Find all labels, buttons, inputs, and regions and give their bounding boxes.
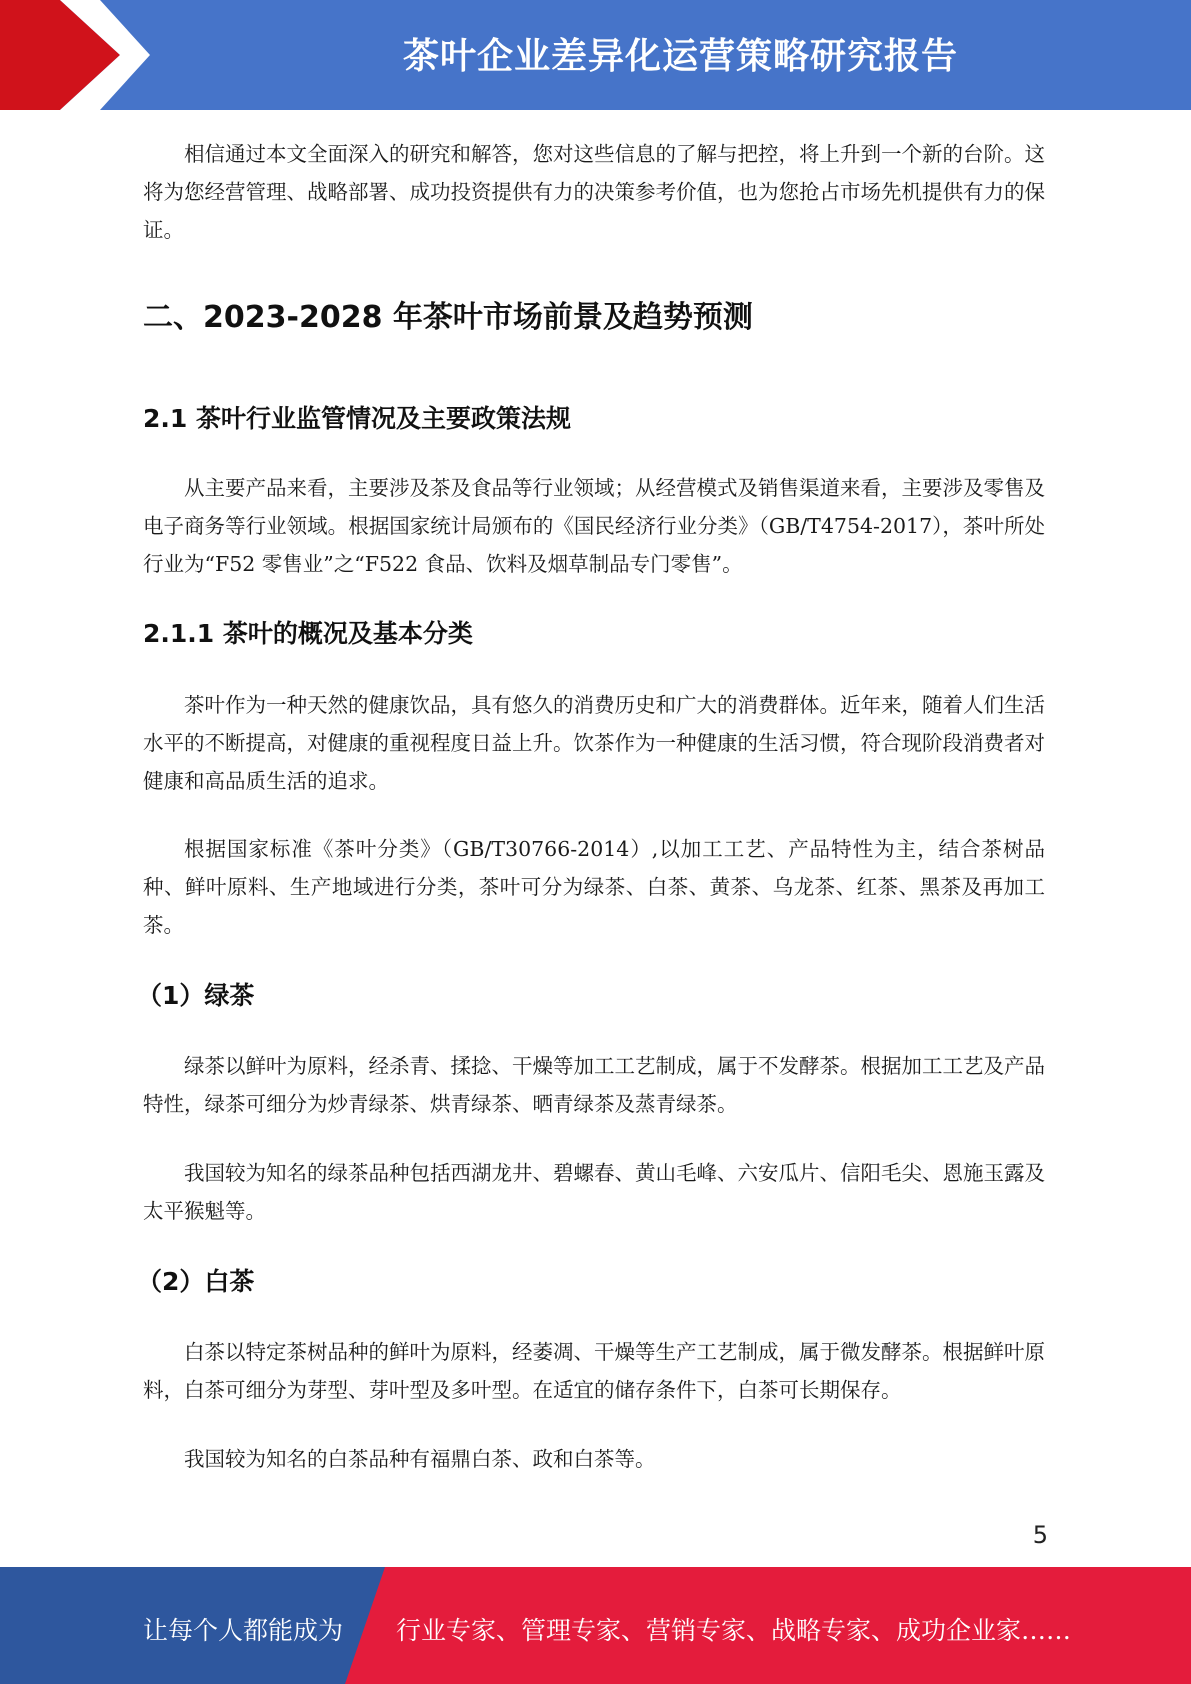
green-tea-paragraph-2: 我国较为知名的绿茶品种包括西湖龙井、碧螺春、黄山毛峰、六安瓜片、信阳毛尖、恩施玉露及太平猴魁等。 bbox=[143, 1161, 1045, 1223]
white-tea-heading: （2）白茶 bbox=[137, 1267, 255, 1296]
footer-slogan-right: 行业专家、管理专家、营销专家、战略专家、成功企业家…… bbox=[396, 1616, 1072, 1645]
section-title: 二、2023-2028 年茶叶市场前景及趋势预测 bbox=[143, 300, 753, 335]
subsubsection-title: 2.1.1 茶叶的概况及基本分类 bbox=[143, 619, 473, 648]
page-number: 5 bbox=[1032, 1521, 1048, 1549]
page-header bbox=[0, 0, 1191, 110]
header-title: 茶叶企业差异化运营策略研究报告 bbox=[402, 36, 958, 77]
classification-paragraph: 根据国家标准《茶叶分类》（GB/T30766-2014）,以加工工艺、产品特性为主，结合茶树品种、鲜叶原料、生产地域进行分类，茶叶可分为绿茶、白茶、黄茶、乌龙茶、红茶、黑茶及再加工茶。 bbox=[143, 837, 1045, 937]
subsection-title: 2.1 茶叶行业监管情况及主要政策法规 bbox=[143, 404, 571, 433]
intro-paragraph: 相信通过本文全面深入的研究和解答，您对这些信息的了解与把控，将上升到一个新的台阶。这将为您经营管理、战略部署、成功投资提供有力的决策参考价值，也为您抢占市场先机提供有力的保证。 bbox=[143, 142, 1045, 242]
overview-paragraph: 茶叶作为一种天然的健康饮品，具有悠久的消费历史和广大的消费群体。近年来，随着人们生活水平的不断提高，对健康的重视程度日益上升。饮茶作为一种健康的生活习惯，符合现阶段消费者对健康和高品质生活的追求。 bbox=[143, 693, 1045, 793]
green-tea-paragraph-1: 绿茶以鲜叶为原料，经杀青、揉捻、干燥等加工工艺制成，属于不发酵茶。根据加工工艺及产品特性，绿茶可细分为炒青绿茶、烘青绿茶、晒青绿茶及蒸青绿茶。 bbox=[143, 1054, 1045, 1116]
green-tea-heading: （1）绿茶 bbox=[137, 981, 255, 1010]
white-tea-paragraph-2: 我国较为知名的白茶品种有福鼎白茶、政和白茶等。 bbox=[184, 1447, 656, 1471]
subsection-paragraph: 从主要产品来看，主要涉及茶及食品等行业领域；从经营模式及销售渠道来看，主要涉及零售及电子商务等行业领域。根据国家统计局颁布的《国民经济行业分类》（GB/T4754-2017），茶叶所处行业为“F52 零售业”之“F522 食品、饮料及烟草制品专门零售”。 bbox=[143, 476, 1045, 576]
white-tea-paragraph-1: 白茶以特定茶树品种的鲜叶为原料，经萎凋、干燥等生产工艺制成，属于微发酵茶。根据鲜叶原料，白茶可细分为芽型、芽叶型及多叶型。在适宜的储存条件下，白茶可长期保存。 bbox=[143, 1340, 1045, 1402]
footer-slogan-left: 让每个人都能成为 bbox=[143, 1616, 344, 1645]
page-footer bbox=[0, 1567, 1191, 1684]
